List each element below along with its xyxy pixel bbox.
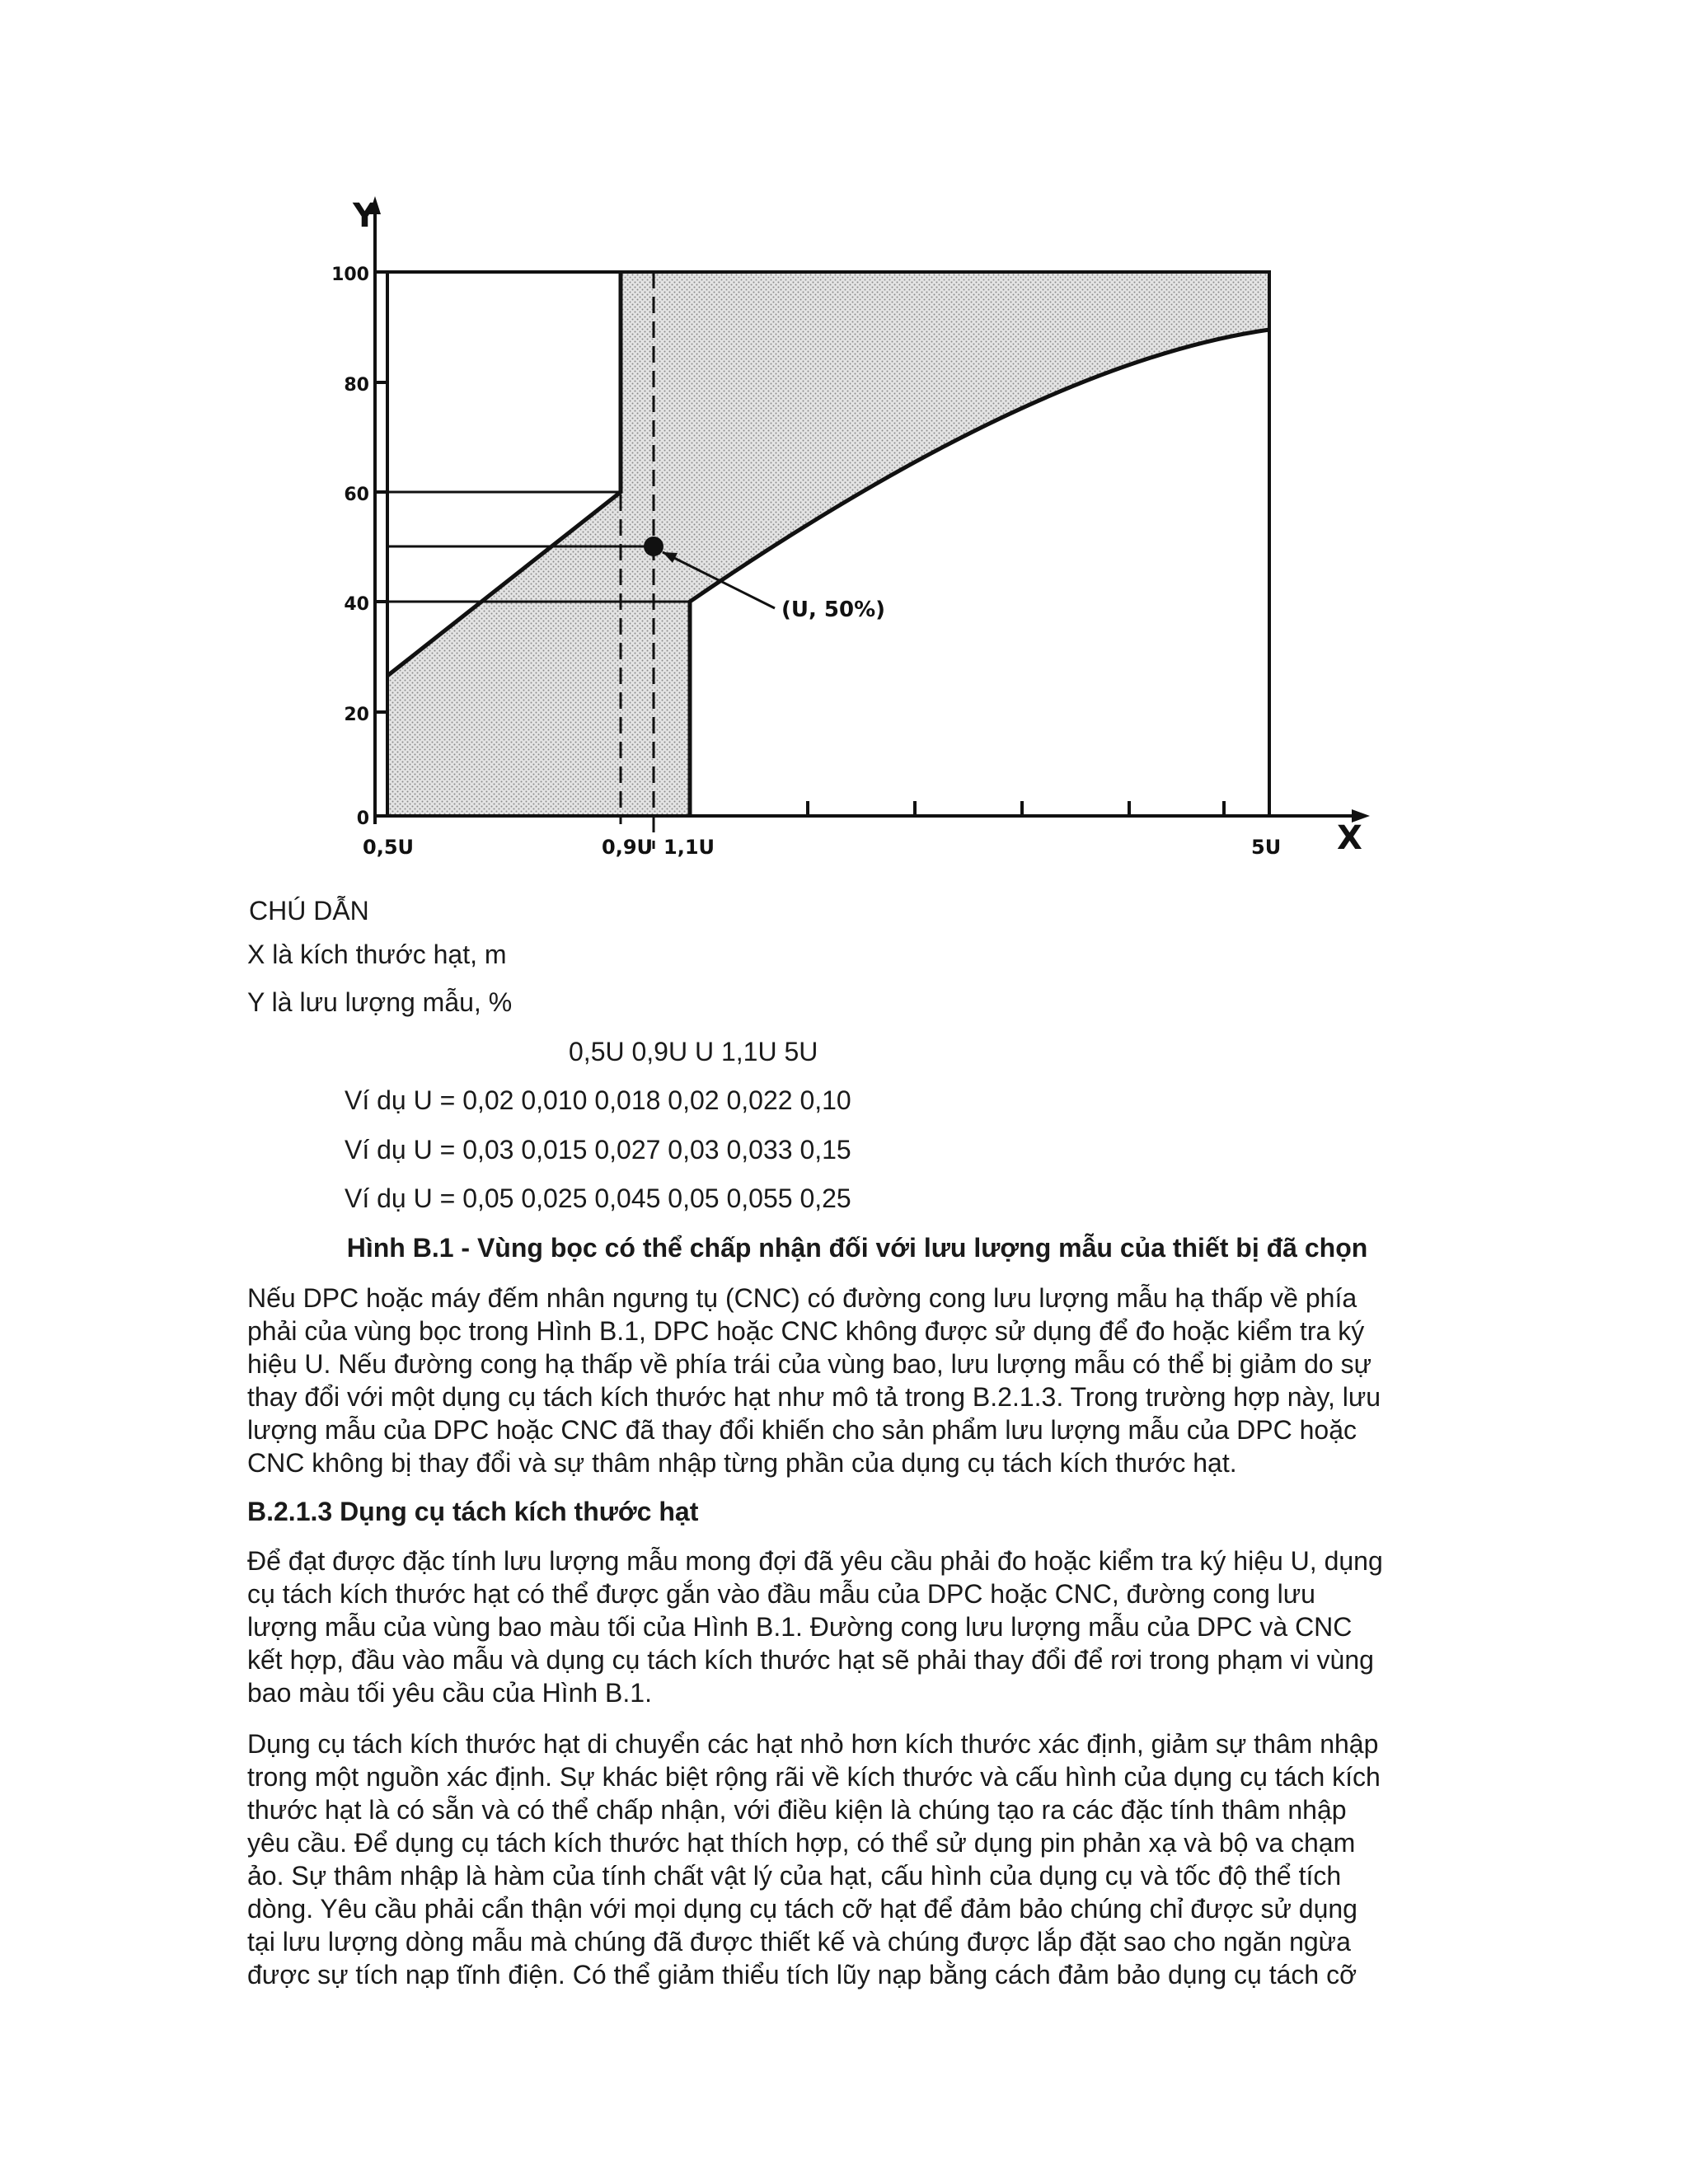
paragraph-line: thước hạt là có sẵn và có thể chấp nhận, với điều kiện là chúng tạo ra các đặc tính thâm nhập xyxy=(247,1795,1347,1825)
paragraph-line: Để đạt được đặc tính lưu lượng mẫu mong đợi đã yêu cầu phải đo hoặc kiểm tra ký hiệu U, dụng xyxy=(247,1546,1383,1576)
y-tick-60: 60 xyxy=(344,485,369,505)
paragraph-line: Dụng cụ tách kích thước hạt di chuyển các hạt nhỏ hơn kích thước xác định, giảm sự thâm nhập xyxy=(247,1729,1379,1759)
table-row: Ví dụ U = 0,05 0,025 0,045 0,05 0,055 0,25 xyxy=(345,1183,851,1213)
legend-x-desc: X là kích thước hạt, m xyxy=(247,940,507,969)
paragraph-1 xyxy=(247,1282,1467,1479)
table-row: Ví dụ U = 0,03 0,015 0,027 0,03 0,033 0,15 xyxy=(345,1135,851,1165)
paragraph-line: trong một nguồn xác định. Sự khác biệt rộng rãi về kích thước và cấu hình của dụng cụ tách kích xyxy=(247,1762,1381,1792)
paragraph-line: kết hợp, đầu vào mẫu và dụng cụ tách kích thước hạt sẽ phải thay đổi để rơi trong phạm vi vùng xyxy=(247,1645,1374,1675)
paragraph-line: yêu cầu. Để dụng cụ tách kích thước hạt thích hợp, có thể sử dụng pin phản xạ và bộ va chạm xyxy=(247,1828,1356,1858)
section-heading: B.2.1.3 Dụng cụ tách kích thước hạt xyxy=(247,1497,699,1526)
paragraph-line: cụ tách kích thước hạt có thể được gắn vào đầu mẫu của DPC hoặc CNC, đường cong lưu xyxy=(247,1579,1315,1609)
paragraph-line: lượng mẫu của vùng bao màu tối của Hình B.1. Đường cong lưu lượng mẫu của DPC và CNC xyxy=(247,1612,1353,1642)
paragraph-line: phải của vùng bọc trong Hình B.1, DPC hoặc CNC không được sử dụng để đo hoặc kiểm tra ký xyxy=(247,1316,1365,1346)
paragraph-line: dòng. Yêu cầu phải cẩn thận với mọi dụng cụ tách cỡ hạt để đảm bảo chúng chỉ được sử dụng xyxy=(247,1894,1357,1924)
table-row: Ví dụ U = 0,02 0,010 0,018 0,02 0,022 0,10 xyxy=(345,1085,851,1115)
paragraph-line: lượng mẫu của DPC hoặc CNC đã thay đổi khiến cho sản phẩm lưu lượng mẫu của DPC hoặc xyxy=(247,1415,1357,1445)
paragraph-line: ảo. Sự thâm nhập là hàm của tính chất vật lý của hạt, cấu hình của dụng cụ và tốc độ thể tích xyxy=(247,1861,1342,1891)
annotation-label: (U, 50%) xyxy=(781,598,886,622)
x-tick-5U: 5U xyxy=(1251,836,1282,859)
y-tick-40: 40 xyxy=(344,594,369,615)
y-tick-20: 20 xyxy=(344,705,369,725)
y-tick-100: 100 xyxy=(331,265,369,285)
paragraph-line: tại lưu lượng dòng mẫu mà chúng đã được thiết kế và chúng được lắp đặt sao cho ngăn ngừa xyxy=(247,1927,1351,1957)
envelope-chart xyxy=(330,190,1418,907)
figure-caption: Hình B.1 - Vùng bọc có thể chấp nhận đối với lưu lượng mẫu của thiết bị đã chọn xyxy=(346,1233,1368,1263)
paragraph-line: được sự tích nạp tĩnh điện. Có thể giảm thiểu tích lũy nạp bằng cách đảm bảo dụng cụ tách cỡ xyxy=(247,1960,1357,1990)
point-u-50 xyxy=(644,537,663,556)
x-tick-0-5U: 0,5U xyxy=(363,836,415,859)
paragraph-line: bao màu tối yêu cầu của Hình B.1. xyxy=(247,1678,652,1708)
paragraph-line: hiệu U. Nếu đường cong hạ thấp về phía trái của vùng bao, lưu lượng mẫu có thể bị giảm do sự xyxy=(247,1349,1372,1379)
table-header: 0,5U 0,9U U 1,1U 5U xyxy=(569,1037,818,1066)
paragraph-line: CNC không bị thay đổi và sự thâm nhập từng phần của dụng cụ tách kích thước hạt. xyxy=(247,1448,1237,1478)
paragraph-3 xyxy=(247,1727,1467,1991)
paragraph-2 xyxy=(247,1544,1467,1709)
legend-y-desc: Y là lưu lượng mẫu, % xyxy=(247,987,513,1017)
y-tick-80: 80 xyxy=(344,375,369,396)
x-tick-0-9U: 0,9U xyxy=(602,836,654,859)
paragraph-line: Nếu DPC hoặc máy đếm nhân ngưng tụ (CNC) có đường cong lưu lượng mẫu hạ thấp về phía xyxy=(247,1283,1357,1313)
legend-heading: CHÚ DẪN xyxy=(249,896,369,926)
x-tick-1-1U: 1,1U xyxy=(663,836,715,859)
paragraph-line: thay đổi với một dụng cụ tách kích thước hạt như mô tả trong B.2.1.3. Trong trường hợp này, lưu xyxy=(247,1382,1381,1412)
y-axis-label: Y xyxy=(353,197,377,235)
x-axis-label: X xyxy=(1337,819,1362,857)
acceptable-envelope-area xyxy=(387,272,1269,816)
y-tick-0: 0 xyxy=(356,808,369,829)
